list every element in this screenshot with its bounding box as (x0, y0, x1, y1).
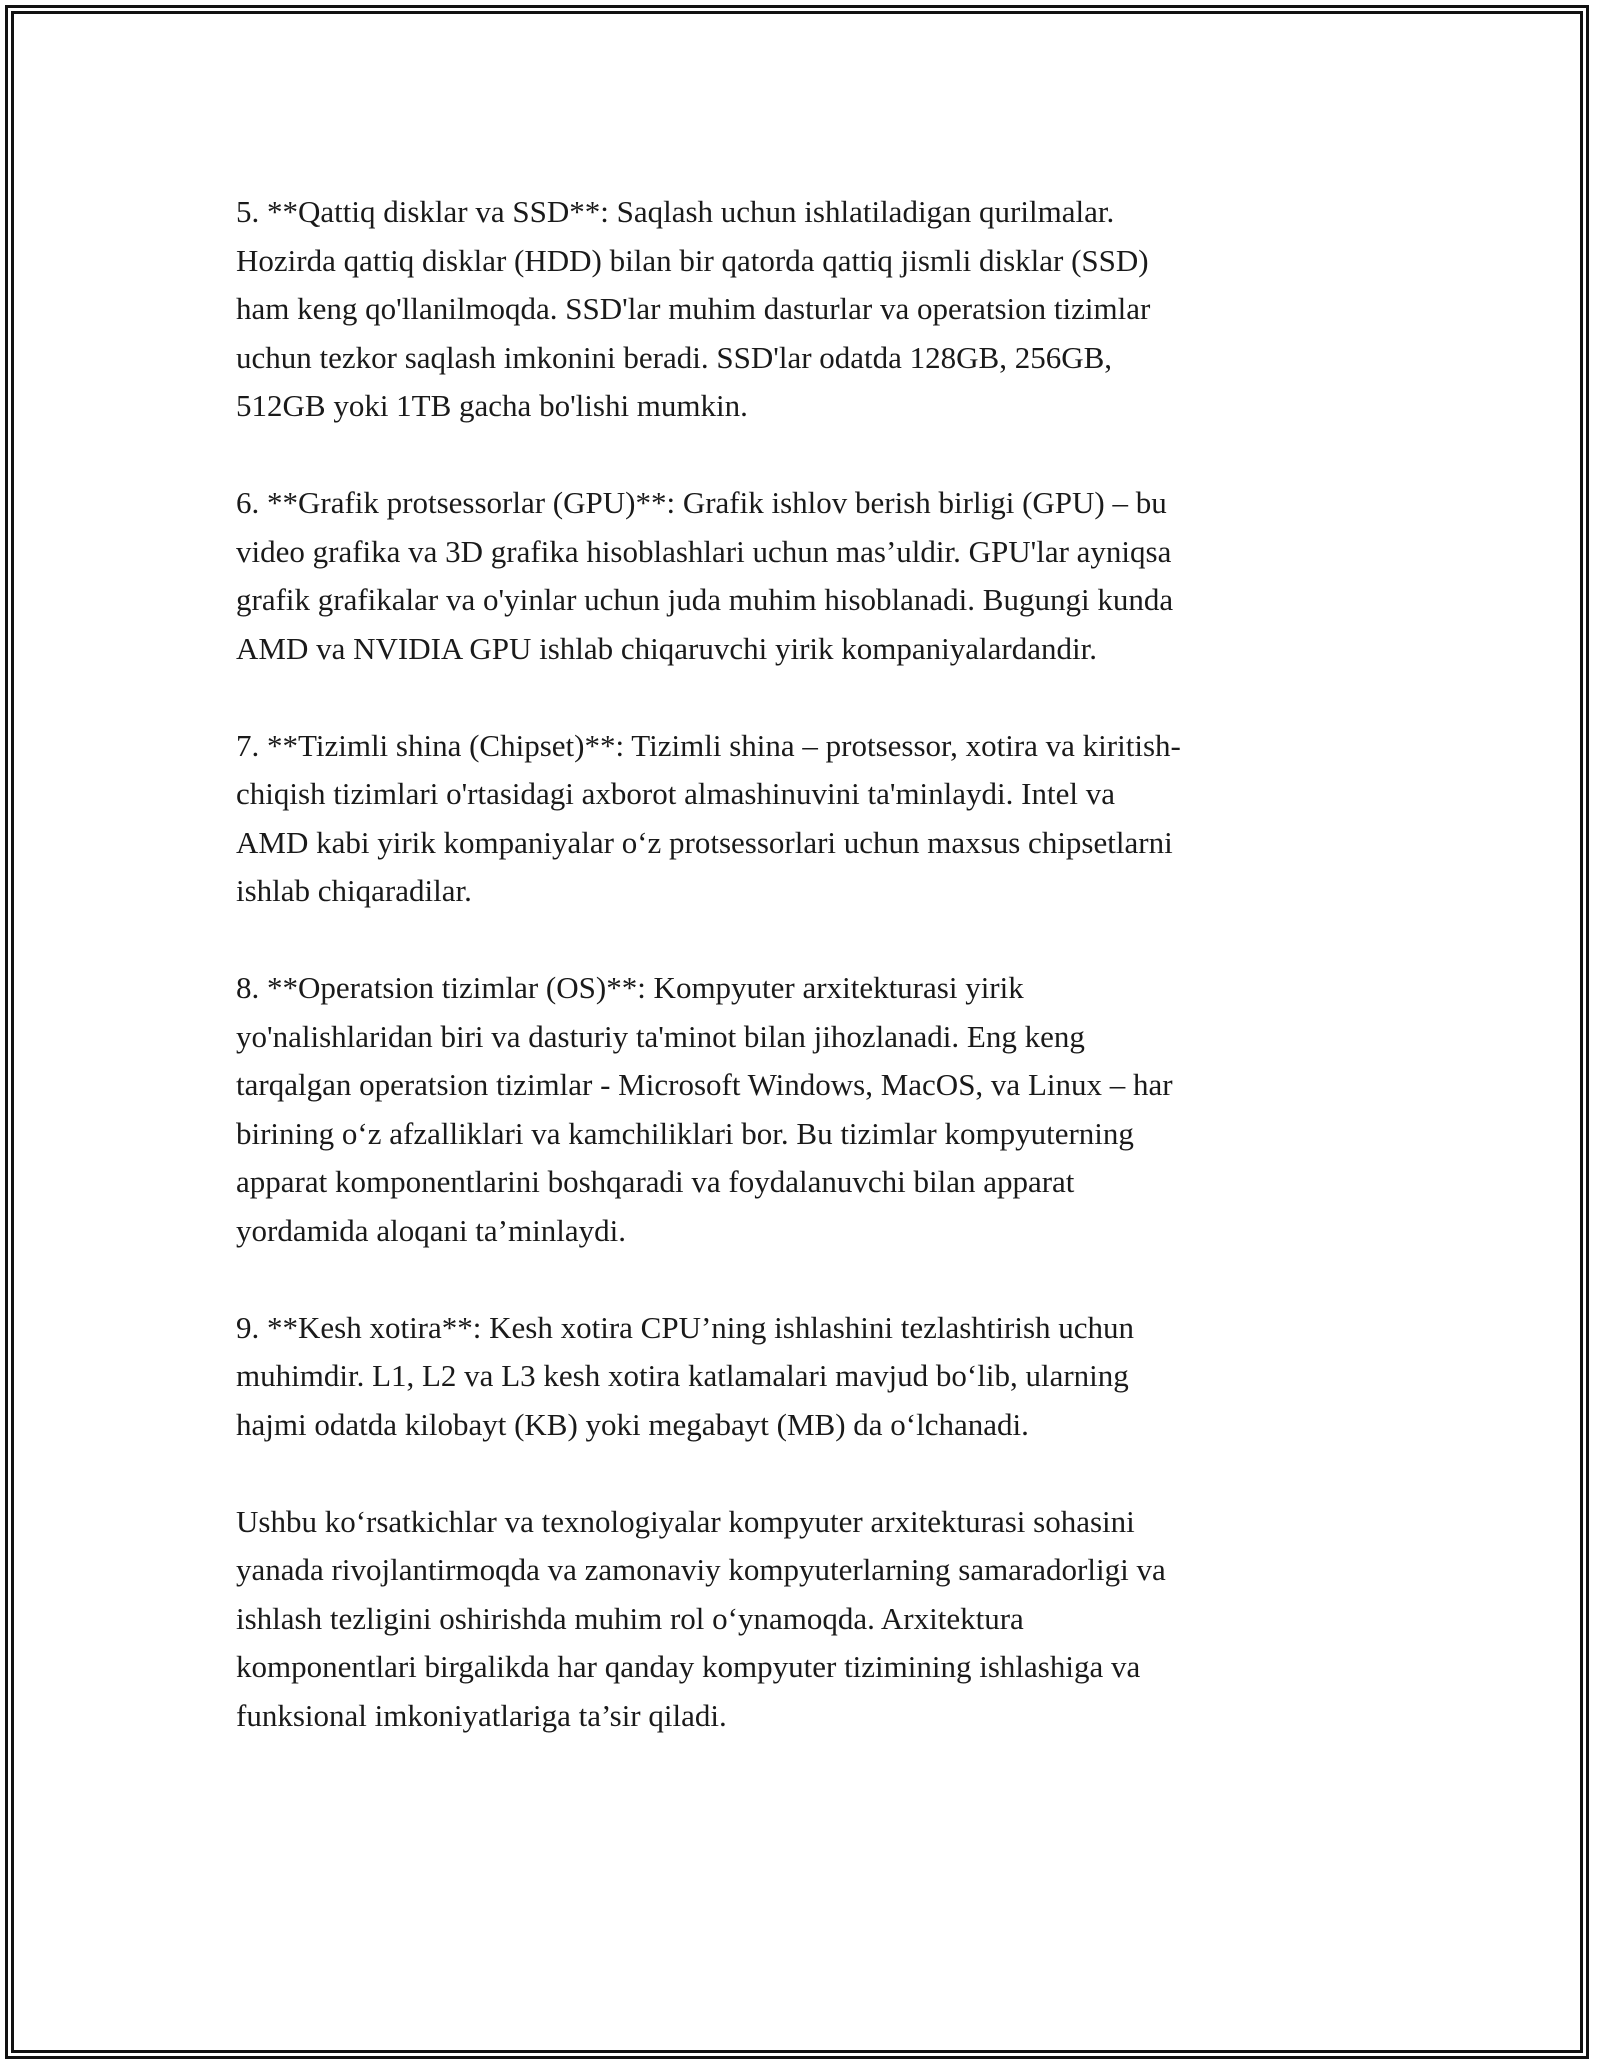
text-line: AMD kabi yirik kompaniyalar oʻz protsessorlari uchun maxsus chipsetlarni (236, 824, 1173, 860)
text-line: komponentlari birgalikda har qanday kompyuter tizimining ishlashiga va (236, 1649, 1141, 1684)
paragraph-item-7 (236, 722, 1376, 916)
text-line: Hozirda qattiq disklar (HDD) bilan bir qatorda qattiq jismli disklar (SSD) (236, 242, 1149, 278)
paragraph-item-5 (236, 188, 1376, 431)
text-line: yordamida aloqani ta’minlaydi. (236, 1212, 626, 1248)
text-line: apparat komponentlarini boshqaradi va foydalanuvchi bilan apparat (236, 1164, 1075, 1199)
text-line: ishlab chiqaradilar. (236, 873, 472, 908)
text-line: birining oʻz afzalliklari va kamchiliklari bor. Bu tizimlar kompyuterning (236, 1115, 1134, 1151)
text-line: ishlash tezligini oshirishda muhim rol oʻynamoqda. Arxitektura (236, 1600, 1024, 1636)
text-line: grafik grafikalar va o'yinlar uchun juda muhim hisoblanadi. Bugungi kunda (236, 582, 1174, 617)
text-line: 5. **Qattiq disklar va SSD**: Saqlash uchun ishlatiladigan qurilmalar. (236, 194, 1115, 229)
text-line: 7. **Tizimli shina (Chipset)**: Tizimli shina – protsessor, xotira va kiritish- (236, 727, 1181, 763)
text-line: Ushbu koʻrsatkichlar va texnologiyalar kompyuter arxitekturasi sohasini (236, 1503, 1135, 1539)
document-body (236, 188, 1376, 1789)
text-line: funksional imkoniyatlariga ta’sir qiladi. (236, 1697, 727, 1733)
paragraph-conclusion (236, 1498, 1376, 1741)
text-line: 512GB yoki 1TB gacha bo'lishi mumkin. (236, 388, 748, 423)
text-line: video grafika va 3D grafika hisoblashlari uchun mas’uldir. GPU'lar ayniqsa (236, 533, 1172, 569)
text-line: AMD va NVIDIA GPU ishlab chiqaruvchi yirik kompaniyalardandir. (236, 630, 1097, 666)
text-line: uchun tezkor saqlash imkonini beradi. SSD'lar odatda 128GB, 256GB, (236, 339, 1113, 375)
text-line: tarqalgan operatsion tizimlar - Microsoft Windows, MacOS, va Linux – har (236, 1067, 1173, 1102)
text-line: 8. **Operatsion tizimlar (OS)**: Kompyuter arxitekturasi yirik (236, 970, 1024, 1005)
text-line: 9. **Kesh xotira**: Kesh xotira CPU’ning ishlashini tezlashtirish uchun (236, 1309, 1135, 1345)
text-line: chiqish tizimlari o'rtasidagi axborot almashinuvini ta'minlaydi. Intel va (236, 776, 1115, 811)
text-line: hajmi odatda kilobayt (KB) yoki megabayt (MB) da oʻlchanadi. (236, 1406, 1029, 1442)
text-line: muhimdir. L1, L2 va L3 kesh xotira katlamalari mavjud boʻlib, ularning (236, 1358, 1129, 1393)
text-line: 6. **Grafik protsessorlar (GPU)**: Grafik ishlov berish birligi (GPU) – bu (236, 485, 1167, 520)
paragraph-item-8 (236, 964, 1376, 1255)
text-line: ham keng qo'llanilmoqda. SSD'lar muhim dasturlar va operatsion tizimlar (236, 291, 1151, 326)
paragraph-item-6 (236, 479, 1376, 673)
text-line: yanada rivojlantirmoqda va zamonaviy kompyuterlarning samaradorligi va (236, 1552, 1166, 1587)
text-line: yo'nalishlaridan biri va dasturiy ta'minot bilan jihozlanadi. Eng keng (236, 1018, 1085, 1054)
paragraph-item-9 (236, 1304, 1376, 1450)
